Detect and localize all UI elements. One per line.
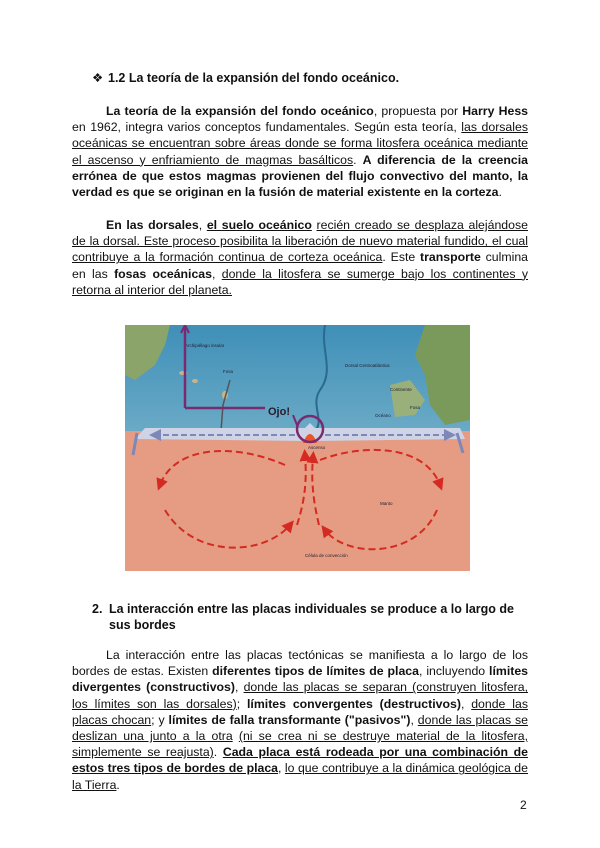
text-span: culmina en las <box>72 250 528 281</box>
text-span: La teoría de la expansión del fondo oceánico <box>106 104 374 118</box>
text-span: . Este <box>382 250 421 265</box>
bold-text: límites divergentes (constructivos) <box>72 664 529 695</box>
bold-text: transporte <box>420 250 481 265</box>
bold-underlined-text: el suelo oceánico <box>206 218 312 232</box>
underlined-text: donde las placas chocan <box>72 696 528 727</box>
island <box>192 379 198 383</box>
text-span: ; <box>236 696 248 711</box>
label-continente: Continente <box>390 387 412 392</box>
text-span: La interacción entre las placas tectónicas se manifiesta a lo largo de los bordes de estas. Existen <box>72 648 528 679</box>
paragraph-2 <box>72 217 528 298</box>
ocean-surface <box>125 325 470 431</box>
bold-text: fosas oceánicas <box>114 266 212 281</box>
label-fosa-left: Fosa <box>223 369 234 374</box>
bold-text: límites de falla transformante ("pasivos") <box>168 712 411 727</box>
section-heading-text: 1.2 La teoría de la expansión del fondo oceánico. <box>108 71 400 85</box>
underlined-text: lo que contribuye a la dinámica geológica de la Tierra <box>72 761 528 792</box>
diamond-bullet-icon: ❖ <box>92 71 104 85</box>
paragraph-1 <box>72 103 528 200</box>
label-dorsal: Dorsal Centroatlántica <box>345 363 390 368</box>
label-manto: Manto <box>380 501 393 506</box>
underlined-text: las dorsales oceánicas se encuentran sobre áreas donde se forma litosfera oceánica mediante el ascenso y enfriamiento de magmas basálticos <box>72 120 528 167</box>
label-fosa-right: Fosa <box>410 405 421 410</box>
mantle <box>125 431 470 571</box>
label-oceano: Océano <box>375 413 391 418</box>
bold-text: límites convergentes (destructivos) <box>247 696 461 711</box>
text-span: . <box>213 745 223 760</box>
text-span: Harry Hess <box>462 104 528 118</box>
section-number: 2. <box>92 602 103 616</box>
underlined-text: donde las placas se deslizan una junto a la otra <box>72 712 528 744</box>
text-span: . <box>498 185 502 200</box>
text-span: . <box>353 152 363 167</box>
underlined-text: donde las placas se separan (construyen litosfera, los límites son las dorsales) <box>72 680 529 711</box>
text-span: , <box>235 680 244 695</box>
text-span: . <box>116 777 120 792</box>
text-span: en 1962, integra varios conceptos fundamentales. Según esta teoría, <box>72 120 462 135</box>
label-archipelago: Archipiélago insular <box>185 343 225 348</box>
callout-ojo-label: Ojo! <box>268 406 290 418</box>
section-heading-2 <box>92 601 528 633</box>
section-heading-1-2 <box>92 70 399 85</box>
text-span: ; y <box>151 712 169 727</box>
text-span: , <box>410 712 418 727</box>
paragraph-3 <box>72 647 528 793</box>
bold-underlined-text: Cada placa está rodeada por una combinación de estos tres tipos de bordes de placa <box>72 745 528 776</box>
text-span: , <box>278 761 285 776</box>
text-span: , <box>198 218 207 232</box>
bold-text: diferentes tipos de límites de placa <box>212 664 419 679</box>
text-span: , propuesta por <box>373 104 463 118</box>
page-number: 2 <box>520 798 527 812</box>
label-ascenso: Ascenso <box>308 445 326 450</box>
underlined-text: donde la litosfera se sumerge bajo los continentes y retorna al interior del planeta. <box>72 266 529 297</box>
bold-text: En las dorsales <box>106 218 199 232</box>
section-heading-text: La interacción entre las placas individuales se produce a lo largo de sus bordes <box>109 602 514 632</box>
label-celula: Célula de convección <box>305 553 348 558</box>
seafloor-spreading-diagram <box>125 325 470 571</box>
underlined-text: (ni se crea ni se destruye material de la litosfera, simplemente se reajusta) <box>72 729 528 760</box>
text-span: , <box>460 696 472 711</box>
text-span: , incluyendo <box>418 664 490 679</box>
bold-text: A diferencia de la creencia errónea de que estos magmas provienen del flujo convectivo del manto, la verdad es que se originan en la fusión de material existente en la corteza <box>72 152 528 200</box>
text-span: , <box>211 266 222 281</box>
underlined-text: recién creado se desplaza alejándose de la dorsal. Este proceso posibilita la liberación de nuevo material fundido, el cual contribuye a la formación continua de corteza oceánica <box>72 218 528 265</box>
